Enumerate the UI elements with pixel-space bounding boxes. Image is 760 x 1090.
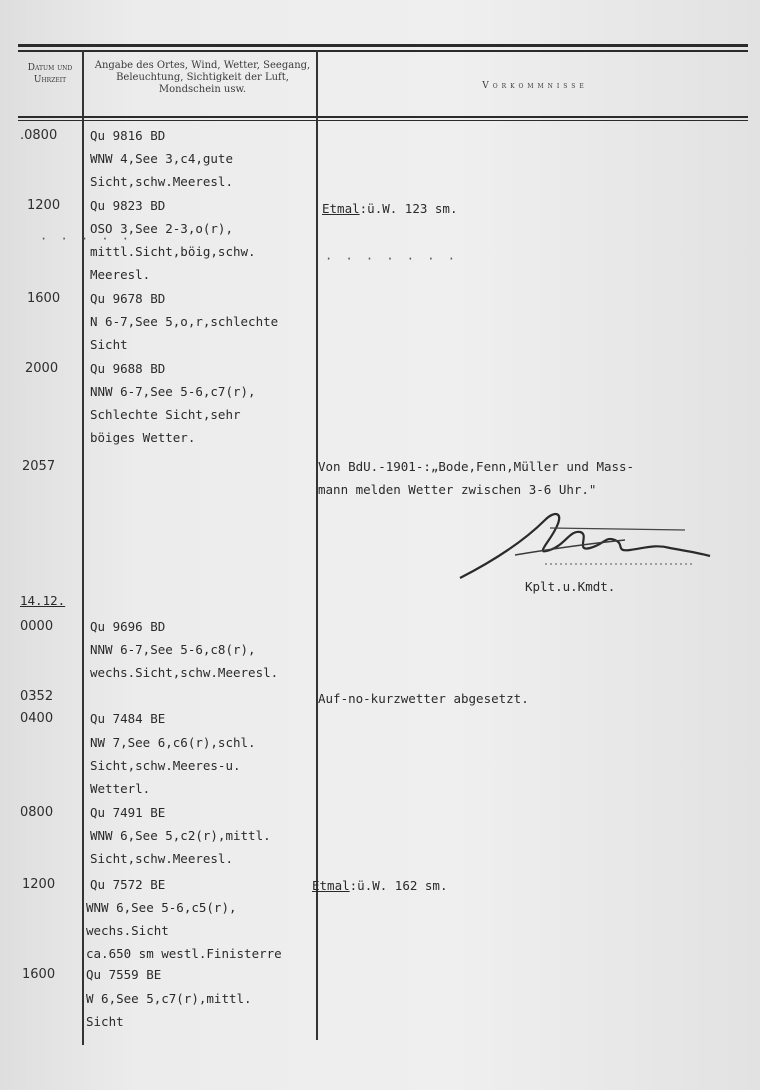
entry-line: Qu 9696 BD (90, 619, 166, 634)
entry-time: 0000 (20, 619, 54, 634)
entry-line: NW 7,See 6,c6(r),schl. (90, 735, 256, 750)
entry-line: Qu 9816 BD (90, 128, 166, 143)
etmal-remark-2 (312, 877, 447, 895)
etmal-value: :ü.W. 123 sm. (359, 201, 458, 216)
date-marker: 14.12. (20, 593, 66, 608)
bdu-message-line-2: mann melden Wetter zwischen 3-6 Uhr." (318, 482, 597, 497)
top-rule-2 (18, 50, 748, 52)
entry-line: Qu 9823 BD (90, 198, 166, 213)
entry-line: wechs.Sicht (86, 923, 169, 938)
entry-line: Qu 9678 BD (90, 291, 166, 306)
entry-line: Qu 9688 BD (90, 361, 166, 376)
etmal-value: :ü.W. 162 sm. (349, 878, 448, 893)
entry-line: Sicht (86, 1014, 124, 1029)
entry-line: Sicht,schw.Meeres-u. (90, 758, 241, 773)
entry-line: Qu 7559 BE (86, 967, 162, 982)
entry-line: Schlechte Sicht,sehr (90, 407, 241, 422)
entry-line: Qu 7572 BE (90, 877, 166, 892)
entry-time: 0800 (20, 805, 54, 820)
dotted-leader: · · · · · (40, 232, 133, 246)
entry-line: Wetterl. (90, 781, 151, 796)
etmal-label: Etmal (312, 878, 350, 893)
signature-title: Kplt.u.Kmdt. (525, 579, 616, 594)
entry-time: .0800 (20, 128, 58, 143)
header-rule (18, 116, 748, 118)
top-rule (18, 44, 748, 47)
entry-time: 0352 (20, 689, 54, 704)
entry-time: 1600 (27, 291, 61, 306)
etmal-label: Etmal (322, 201, 360, 216)
entry-line: OSO 3,See 2-3,o(r), (90, 221, 233, 236)
entry-line: Sicht (90, 337, 128, 352)
entry-line: böiges Wetter. (90, 430, 196, 445)
entry-line: WNW 6,See 5,c2(r),mittl. (90, 828, 271, 843)
entry-time: 1200 (22, 877, 56, 892)
etmal-remark-1 (322, 200, 457, 218)
bdu-message-line-1: Von BdU.-1901-:„Bode,Fenn,Müller und Mass- (318, 459, 635, 474)
entry-line: W 6,See 5,c7(r),mittl. (86, 991, 252, 1006)
dotted-leader: · · · · · · · (325, 252, 458, 266)
header-rule-2 (18, 120, 748, 121)
entry-line: Qu 7484 BE (90, 711, 166, 726)
kurzwetter-remark: Auf-no-kurzwetter abgesetzt. (318, 691, 529, 706)
header-events: Vorkommnisse (482, 81, 588, 91)
entry-time: 2000 (25, 361, 59, 376)
entry-line: mittl.Sicht,böig,schw. (90, 244, 256, 259)
column-divider-1 (82, 50, 84, 1045)
entry-time: 1600 (22, 967, 56, 982)
entry-line: NNW 6-7,See 5-6,c7(r), (90, 384, 256, 399)
header-date-time: Datum und Uhrzeit (27, 63, 73, 85)
entry-time: 2057 (22, 459, 56, 474)
entry-line: Meeresl. (90, 267, 151, 282)
entry-line: Sicht,schw.Meeresl. (90, 174, 233, 189)
entry-line: N 6-7,See 5,o,r,schlechte (90, 314, 279, 329)
commander-signature-icon (455, 500, 715, 585)
entry-time: 1200 (27, 198, 61, 213)
entry-line: WNW 6,See 5-6,c5(r), (86, 900, 237, 915)
entry-line: Qu 7491 BE (90, 805, 166, 820)
entry-line: Sicht,schw.Meeresl. (90, 851, 233, 866)
entry-line: NNW 6-7,See 5-6,c8(r), (90, 642, 256, 657)
entry-line: wechs.Sicht,schw.Meeresl. (90, 665, 279, 680)
entry-line: WNW 4,See 3,c4,gute (90, 151, 233, 166)
entry-line: ca.650 sm westl.Finisterre (86, 946, 282, 961)
header-location-weather: Angabe des Ortes, Wind, Wetter, Seegang, Beleuchtung, Sichtigkeit der Luft, Mondschein usw. (94, 60, 311, 95)
entry-time: 0400 (20, 711, 54, 726)
